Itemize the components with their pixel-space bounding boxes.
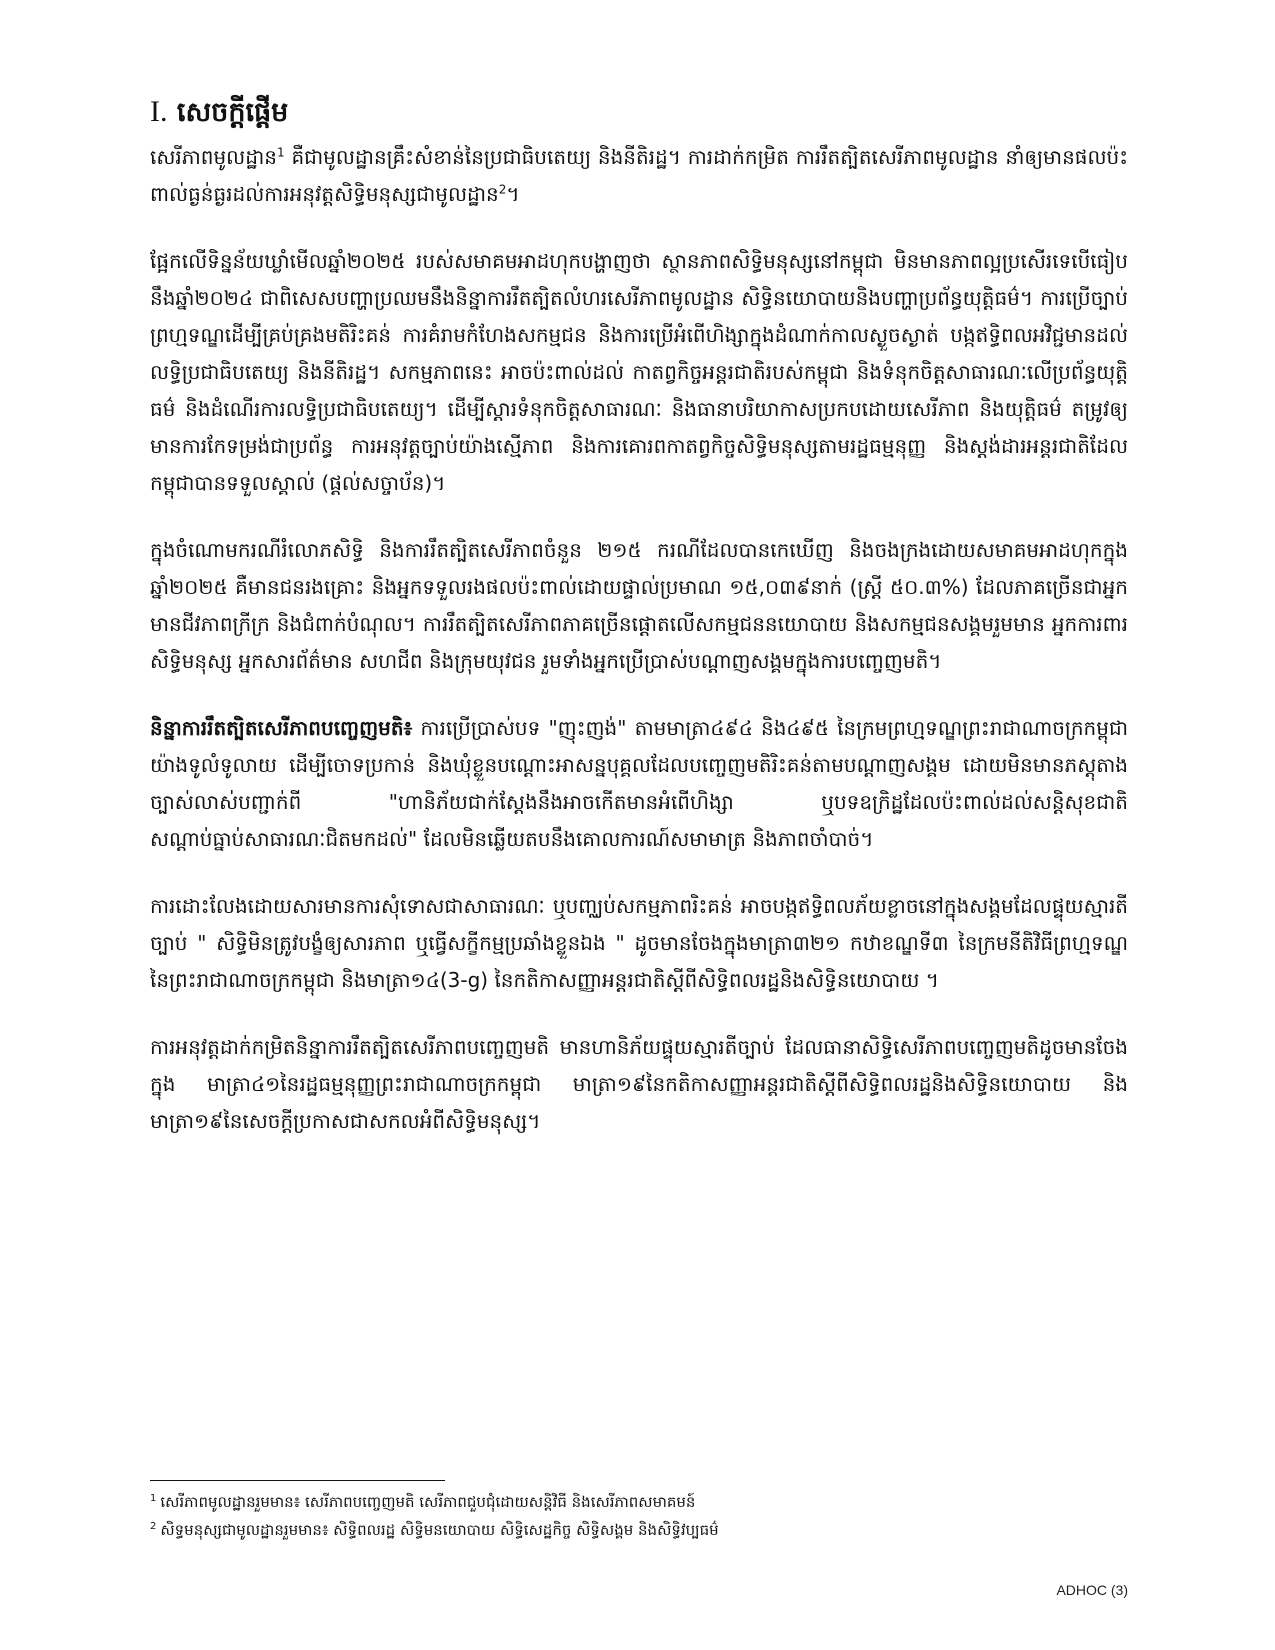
paragraph-1-text-c: ។ xyxy=(506,182,520,206)
footnote-1-number: 1 xyxy=(150,1493,157,1504)
paragraph-1-text-b: គឺជាមូលដ្ឋានគ្រឹះសំខាន់នៃប្រជាធិបតេយ្យ និងនីតិរដ្ឋ។ ការដាក់កម្រិត ការរឹតត្បិតសេរីភាពមូលដ្ឋាន នាំឲ្យមានផលប៉ះពាល់ធ្ងន់ធ្ងរដល់ការអនុវត្តសិទ្ធិមនុស្សជាមូលដ្ឋាន xyxy=(150,145,1128,206)
paragraph-2: ផ្អែកលើទិន្នន័យឃ្លាំមើលឆ្នាំ២០២៥ របស់សមាគមអាដហុកបង្ហាញថា ស្ថានភាពសិទ្ធិមនុស្សនៅកម្ពុជា មិនមានភាពល្អប្រសើរទេបើធៀបនឹងឆ្នាំ២០២៤ ជាពិសេសបញ្ហាប្រឈមនឹងនិន្នាការរឹតត្បិតលំហរសេរីភាពមូលដ្ឋាន សិទ្ធិនយោបាយនិងបញ្ហាប្រព័ន្ធយុត្តិធម៌។ ការប្រើច្បាប់ព្រហ្មទណ្ឌដើម្បីគ្រប់គ្រងមតិរិះគន់ ការគំរាមកំហែងសកម្មជន និងការប្រើអំពើហិង្សាក្នុងដំណាក់កាលស្ងួចស្ងាត់ បង្កឥទ្ធិពលអវិជ្ជមានដល់លទ្ធិប្រជាធិបតេយ្យ និងនីតិរដ្ឋ។ សកម្មភាពនេះ អាចប៉ះពាល់ដល់ កាតព្វកិច្ចអន្តរជាតិរបស់កម្ពុជា និងទំនុកចិត្តសាធារណៈលើប្រព័ន្ធយុត្តិធម៌ និងដំណើរការលទ្ធិប្រជាធិបតេយ្យ។ ដើម្បីស្តារទំនុកចិត្តសាធារណៈ និងធានាបរិយាកាសប្រកបដោយសេរីភាព និងយុត្តិធម៌ តម្រូវឲ្យមានការកែទម្រង់ជាប្រព័ន្ធ ការអនុវត្តច្បាប់យ៉ាងស្មើភាព និងការគោរពកាតព្វកិច្ចសិទ្ធិមនុស្សតាមរដ្ឋធម្មនុញ្ញ និងស្តង់ដារអន្តរជាតិដែលកម្ពុជាបានទទួលស្គាល់ (ផ្តល់សច្ចាប័ន)។ xyxy=(150,249,1128,495)
paragraph-6: ការអនុវត្តដាក់កម្រិតនិន្នាការរឹតត្បិតសេរីភាពបញ្ចេញមតិ មានហានិភ័យផ្ទុយស្មារតីច្បាប់ ដែលធានាសិទ្ធិសេរីភាពបញ្ចេញមតិដូចមានចែងក្នុង មាត្រា៤១នៃរដ្ឋធម្មនុញ្ញព្រះរាជាណាចក្រកម្ពុជា មាត្រា១៩នៃកតិកាសញ្ញាអន្តរជាតិស្តីពីសិទ្ធិពលរដ្ឋនិងសិទ្ធិនយោបាយ និងមាត្រា១៩នៃសេចក្តីប្រកាសជាសកលអំពីសិទ្ធិមនុស្ស។ xyxy=(150,1035,1128,1133)
footnote-ref-2[interactable]: 2 xyxy=(498,182,507,197)
paragraph-1-text-a: សេរីភាពមូលដ្ឋាន xyxy=(150,145,277,169)
paragraph-4-body: ការប្រើប្រាស់បទ "ញុះញង់" តាមមាត្រា៤៩៤ និង៤៩៥ នៃក្រមព្រហ្មទណ្ឌព្រះរាជាណាចក្រកម្ពុជា យ៉ាងទូលំទូលាយ ដើម្បីចោទប្រកាន់ និងឃុំខ្លួនបណ្តោះអាសន្នបុគ្គលដែលបញ្ចេញមតិរិះគន់តាមបណ្តាញសង្គម ដោយមិនមានភស្តុតាងច្បាស់លាស់បញ្ជាក់ពី "ហានិភ័យជាក់ស្តែងនឹងអាចកើតមានអំពើហិង្សា ឬបទឧក្រិដ្ឋដែលប៉ះពាល់ដល់សន្តិសុខជាតិ សណ្តាប់ធ្នាប់សាធារណៈជិតមកដល់" ដែលមិនឆ្លើយតបនឹងគោលការណ៍សមាមាត្រ និងភាពចាំបាច់។ xyxy=(150,716,1128,851)
section-title: សេចក្តីផ្តើម xyxy=(176,97,289,128)
main-content xyxy=(150,92,1128,1170)
footnote-1 xyxy=(150,1488,1128,1516)
footnote-2-number: 2 xyxy=(150,1521,157,1532)
footnote-ref-1[interactable]: 1 xyxy=(276,145,285,160)
section-number: I. xyxy=(150,95,168,128)
footnote-1-text: សេរីភាពមូលដ្ឋានរួមមាន៖ សេរីភាពបញ្ចេញមតិ សេរីភាពជួបជុំដោយសន្តិវិធី និងសេរីភាពសមាគមន៍ xyxy=(160,1493,696,1511)
paragraph-1 xyxy=(150,139,1128,213)
footnote-divider xyxy=(150,1480,445,1481)
page-number-label: ADHOC (3) xyxy=(1056,1582,1128,1598)
paragraph-3: ក្នុងចំណោមករណីរំលោភសិទ្ធិ និងការរឹតត្បិតសេរីភាពចំនួន ២១៥ ករណីដែលបានកេឃើញ និងចងក្រងដោយសមាគមអាដហុកក្នុងឆ្នាំ២០២៥ គឺមានជនរងគ្រោះ និងអ្នកទទួលរងផលប៉ះពាល់ដោយផ្ទាល់ប្រមាណ ១៥,០៣៩នាក់ (ស្ត្រី ៥០.៣%) ដែលភាគច្រើនជាអ្នកមានជីវភាពក្រីក្រ និងជំពាក់បំណុល។ ការរឹតត្បិតសេរីភាពភាគច្រើនផ្តោតលើសកម្មជននយោបាយ និងសកម្មជនសង្គមរួមមាន អ្នកការពារសិទ្ធិមនុស្ស អ្នកសារព័ត៌មាន សហជីព និងក្រុមយុវជន រួមទាំងអ្នកប្រើប្រាស់បណ្តាញសង្គមក្នុងការបញ្ចេញមតិ។ xyxy=(150,538,1128,673)
footnotes xyxy=(150,1488,1128,1544)
paragraph-5: ការដោះលែងដោយសារមានការសុំទោសជាសាធារណៈ ឬបញ្ឈប់សកម្មភាពរិះគន់ អាចបង្កឥទ្ធិពលភ័យខ្លាចនៅក្នុងសង្គមដែលផ្ទុយស្មារតីច្បាប់ " សិទ្ធិមិនត្រូវបង្ខំឲ្យសារភាព ឬធ្វើសក្ខីកម្មប្រឆាំងខ្លួនឯង " ដូចមានចែងក្នុងមាត្រា៣២១ កឋាខណ្ឌទី៣ នៃក្រមនីតិវិធីព្រហ្មទណ្ឌ នៃព្រះរាជាណាចក្រកម្ពុជា និងមាត្រា១៤(3-g) នៃកតិកាសញ្ញាអន្តរជាតិស្តីពីសិទ្ធិពលរដ្ឋនិងសិទ្ធិនយោបាយ ។ xyxy=(150,894,1128,992)
paragraph-4 xyxy=(150,710,1128,858)
footnote-2 xyxy=(150,1516,1128,1544)
section-heading xyxy=(150,92,1128,133)
footnote-2-text: សិទ្ធមនុស្សជាមូលដ្ឋានរួមមាន៖ សិទ្ធិពលរដ្ឋ សិទ្ធិមនយោបាយ សិទ្ធិសេដ្ឋកិច្ច សិទ្ធិសង្គម និងសិទ្ធិវប្បធម៌ xyxy=(160,1521,719,1539)
paragraph-4-lead: និន្នាការរឹតត្បិតសេរីភាពបញ្ចេញមតិ៖ xyxy=(150,716,413,740)
